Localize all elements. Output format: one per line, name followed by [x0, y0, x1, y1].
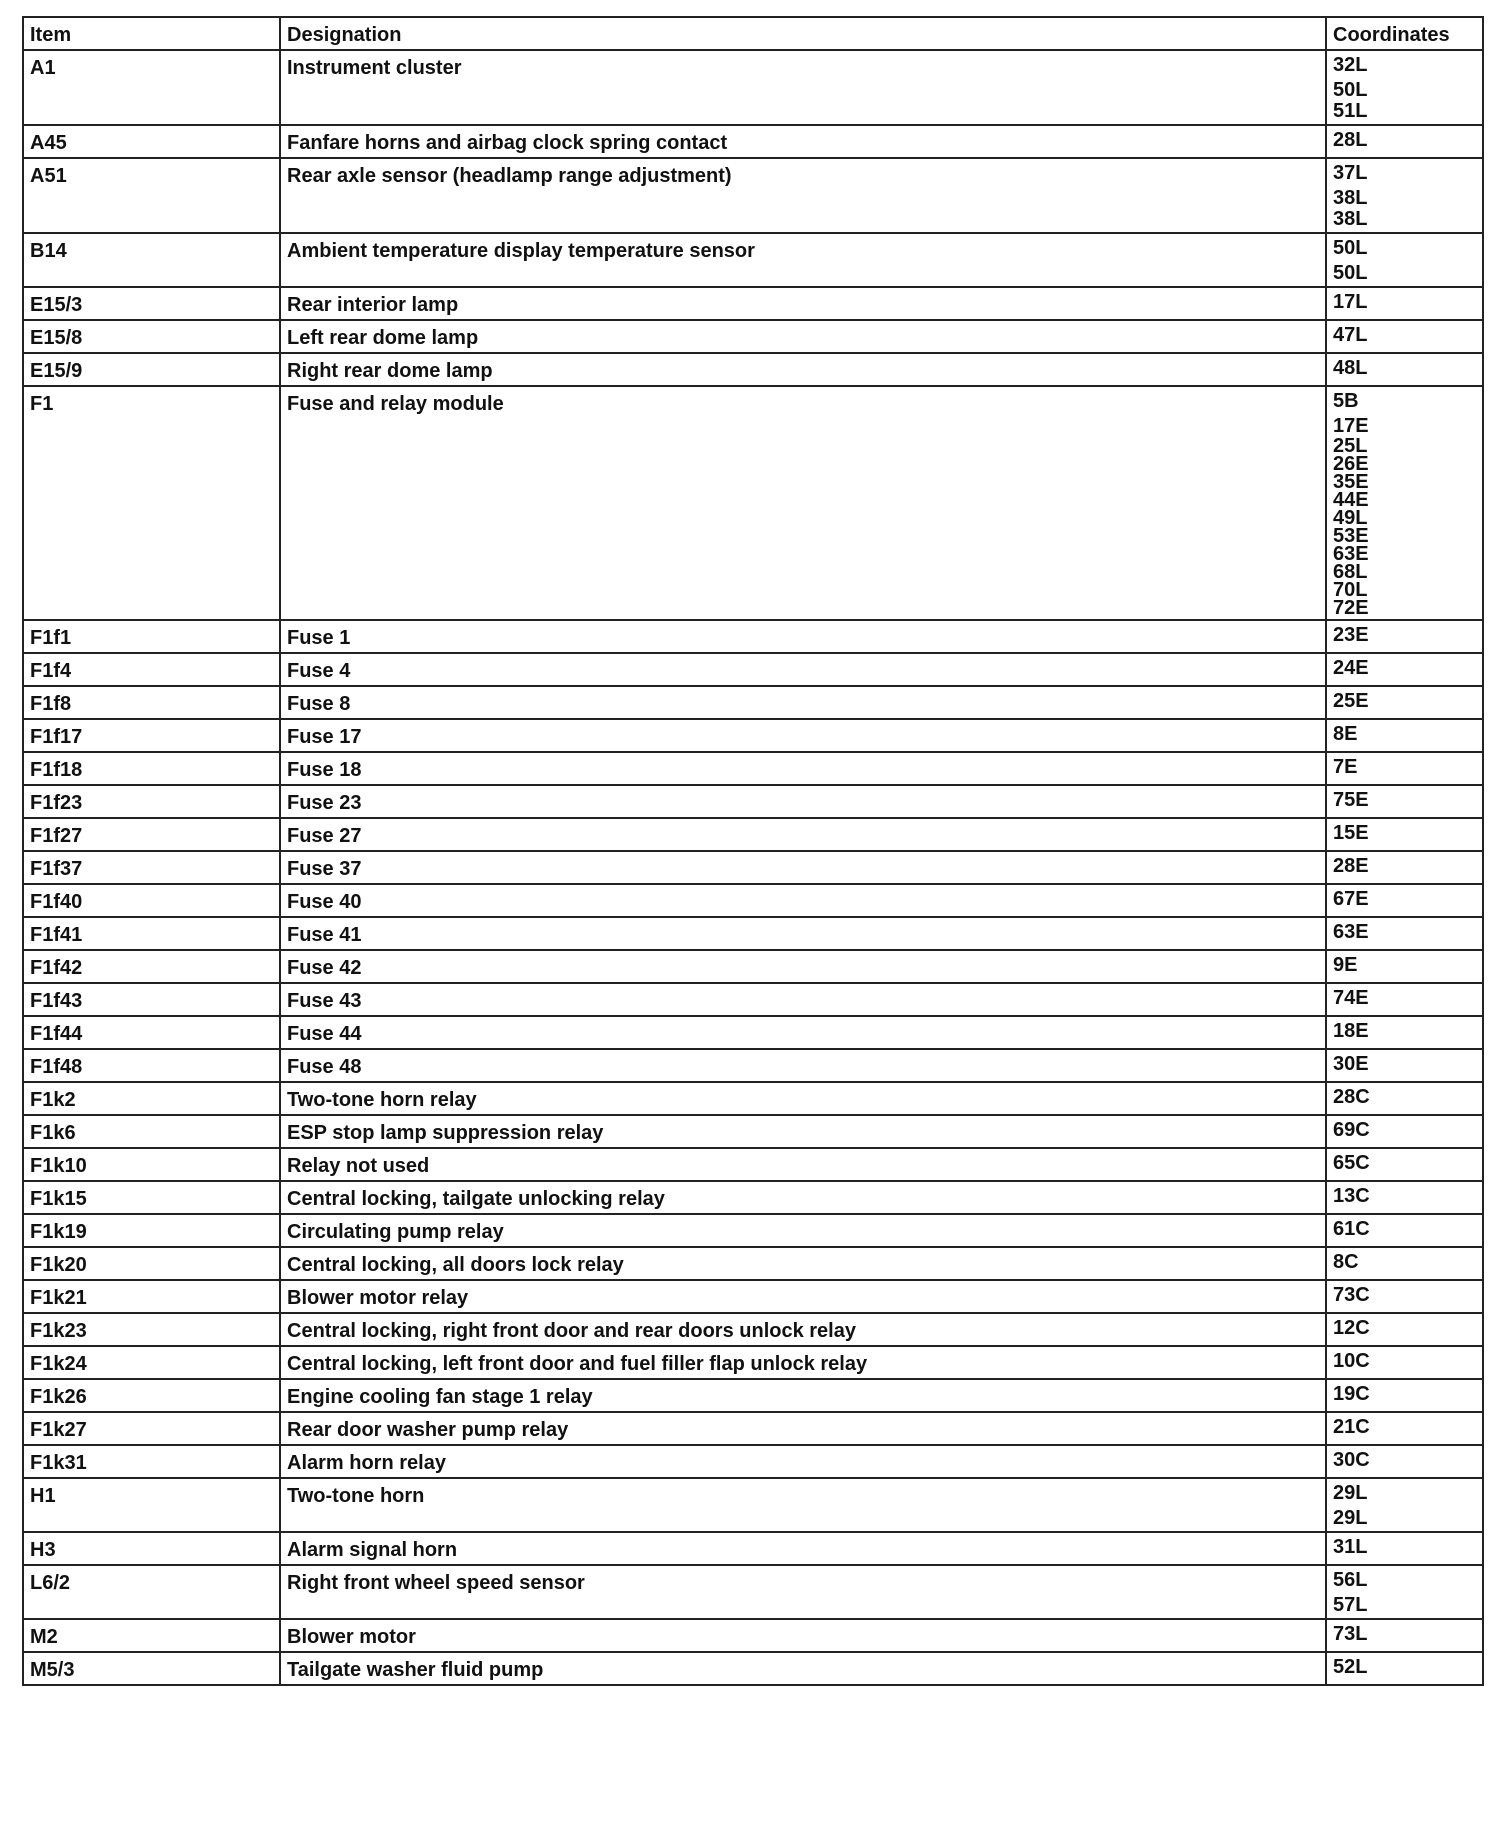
coordinate-value: 63E — [1333, 921, 1369, 943]
designation-cell: Fuse 44 — [280, 1016, 1326, 1049]
coordinates-cell — [1326, 1016, 1483, 1049]
designation-cell: Circulating pump relay — [280, 1214, 1326, 1247]
item-cell: F1f42 — [23, 950, 280, 983]
table-row — [23, 1049, 1483, 1082]
table-row — [23, 1247, 1483, 1280]
coordinate-value: 50L — [1333, 237, 1368, 259]
designation-cell: Right front wheel speed sensor — [280, 1565, 1326, 1619]
item-cell: F1k2 — [23, 1082, 280, 1115]
item-cell: F1f17 — [23, 719, 280, 752]
item-cell: E15/9 — [23, 353, 280, 386]
designation-cell: Left rear dome lamp — [280, 320, 1326, 353]
table-row — [23, 1280, 1483, 1313]
coordinate-value: 50L — [1333, 79, 1368, 101]
coordinates-cell — [1326, 1346, 1483, 1379]
table-row — [23, 818, 1483, 851]
item-cell: M5/3 — [23, 1652, 280, 1685]
coordinate-value: 48L — [1333, 357, 1368, 379]
designation-cell: Fuse and relay module — [280, 386, 1326, 620]
table-row — [23, 1619, 1483, 1652]
coordinate-value: 12C — [1333, 1317, 1370, 1339]
designation-cell: Fuse 42 — [280, 950, 1326, 983]
coordinates-cell — [1326, 686, 1483, 719]
coordinates-cell — [1326, 50, 1483, 125]
coordinate-value: 28C — [1333, 1086, 1370, 1108]
table-row — [23, 653, 1483, 686]
coordinate-value: 13C — [1333, 1185, 1370, 1207]
coordinate-value: 28L — [1333, 129, 1368, 151]
coordinate-value: 32L — [1333, 54, 1368, 76]
designation-cell: Fuse 23 — [280, 785, 1326, 818]
coordinate-value: 49L — [1333, 507, 1368, 529]
coordinate-value: 25L — [1333, 435, 1368, 457]
coordinates-cell — [1326, 1565, 1483, 1619]
coordinates-cell — [1326, 320, 1483, 353]
table-row — [23, 353, 1483, 386]
coordinate-value: 17L — [1333, 291, 1368, 313]
coordinate-value: 75E — [1333, 789, 1369, 811]
designation-cell: Central locking, left front door and fuel filler flap unlock relay — [280, 1346, 1326, 1379]
coordinate-value: 21C — [1333, 1416, 1370, 1438]
designation-cell: Fanfare horns and airbag clock spring contact — [280, 125, 1326, 158]
table-row — [23, 1652, 1483, 1685]
item-cell: A45 — [23, 125, 280, 158]
coordinates-cell — [1326, 1214, 1483, 1247]
item-cell: A1 — [23, 50, 280, 125]
item-cell: F1f4 — [23, 653, 280, 686]
item-cell: F1 — [23, 386, 280, 620]
coordinate-value: 52L — [1333, 1656, 1368, 1678]
item-cell: F1f48 — [23, 1049, 280, 1082]
coordinate-value: 23E — [1333, 624, 1369, 646]
coordinate-value: 35E — [1333, 471, 1369, 493]
table-row — [23, 233, 1483, 287]
table-row — [23, 752, 1483, 785]
designation-cell: Ambient temperature display temperature sensor — [280, 233, 1326, 287]
coordinates-cell — [1326, 917, 1483, 950]
designation-cell: Fuse 37 — [280, 851, 1326, 884]
item-cell: E15/8 — [23, 320, 280, 353]
coordinates-cell — [1326, 1049, 1483, 1082]
coordinate-value: 44E — [1333, 489, 1369, 511]
coordinate-value: 53E — [1333, 525, 1369, 547]
coordinate-value: 47L — [1333, 324, 1368, 346]
coordinates-cell — [1326, 1181, 1483, 1214]
item-cell: F1k20 — [23, 1247, 280, 1280]
table-row — [23, 1565, 1483, 1619]
table-row — [23, 686, 1483, 719]
coordinates-column-header: Coordinates — [1326, 17, 1483, 50]
item-cell: F1k21 — [23, 1280, 280, 1313]
table-row — [23, 851, 1483, 884]
designation-cell: Tailgate washer fluid pump — [280, 1652, 1326, 1685]
item-cell: E15/3 — [23, 287, 280, 320]
item-cell: F1f37 — [23, 851, 280, 884]
coordinate-value: 74E — [1333, 987, 1369, 1009]
item-cell: F1k10 — [23, 1148, 280, 1181]
coordinates-cell — [1326, 1313, 1483, 1346]
table-row — [23, 50, 1483, 125]
coordinate-value: 25E — [1333, 690, 1369, 712]
table-row — [23, 983, 1483, 1016]
item-cell: F1f1 — [23, 620, 280, 653]
coordinate-value: 61C — [1333, 1218, 1370, 1240]
coordinates-cell — [1326, 884, 1483, 917]
designation-cell: Rear axle sensor (headlamp range adjustment) — [280, 158, 1326, 233]
table-row — [23, 1379, 1483, 1412]
coordinate-value: 51L — [1333, 100, 1368, 122]
item-cell: F1k24 — [23, 1346, 280, 1379]
item-cell: H1 — [23, 1478, 280, 1532]
designation-cell: Fuse 17 — [280, 719, 1326, 752]
header-row — [23, 17, 1483, 50]
designation-cell: Alarm horn relay — [280, 1445, 1326, 1478]
designation-cell: Instrument cluster — [280, 50, 1326, 125]
item-cell: F1f44 — [23, 1016, 280, 1049]
coordinate-value: 37L — [1333, 162, 1368, 184]
coordinates-cell — [1326, 1082, 1483, 1115]
coordinates-cell — [1326, 752, 1483, 785]
item-cell: M2 — [23, 1619, 280, 1652]
coordinate-value: 8C — [1333, 1251, 1359, 1273]
designation-cell: Two-tone horn — [280, 1478, 1326, 1532]
designation-cell: Rear interior lamp — [280, 287, 1326, 320]
coordinates-cell — [1326, 1280, 1483, 1313]
table-row — [23, 1181, 1483, 1214]
designation-column-header: Designation — [280, 17, 1326, 50]
designation-cell: Central locking, tailgate unlocking relay — [280, 1181, 1326, 1214]
designation-cell: Fuse 27 — [280, 818, 1326, 851]
item-cell: F1k31 — [23, 1445, 280, 1478]
item-cell: F1f23 — [23, 785, 280, 818]
coordinates-cell — [1326, 1379, 1483, 1412]
table-row — [23, 1115, 1483, 1148]
coordinates-cell — [1326, 1532, 1483, 1565]
coordinates-cell — [1326, 158, 1483, 233]
designation-cell: Alarm signal horn — [280, 1532, 1326, 1565]
coordinate-value: 10C — [1333, 1350, 1370, 1372]
coordinate-value: 56L — [1333, 1569, 1368, 1591]
table-row — [23, 1412, 1483, 1445]
coordinates-cell — [1326, 1619, 1483, 1652]
coordinate-value: 31L — [1333, 1536, 1368, 1558]
designation-cell: Fuse 41 — [280, 917, 1326, 950]
coordinate-value: 68L — [1333, 561, 1368, 583]
coordinates-cell — [1326, 386, 1483, 620]
coordinate-value: 38L — [1333, 187, 1368, 209]
coordinate-value: 24E — [1333, 657, 1369, 679]
designation-cell: ESP stop lamp suppression relay — [280, 1115, 1326, 1148]
item-cell: F1f8 — [23, 686, 280, 719]
designation-cell: Fuse 43 — [280, 983, 1326, 1016]
item-cell: F1f41 — [23, 917, 280, 950]
coordinate-value: 72E — [1333, 597, 1369, 619]
coordinate-value: 65C — [1333, 1152, 1370, 1174]
coordinate-value: 73C — [1333, 1284, 1370, 1306]
coordinate-value: 63E — [1333, 543, 1369, 565]
coordinate-value: 50L — [1333, 262, 1368, 284]
coordinate-value: 15E — [1333, 822, 1369, 844]
designation-cell: Fuse 8 — [280, 686, 1326, 719]
table-row — [23, 917, 1483, 950]
coordinates-cell — [1326, 653, 1483, 686]
coordinates-cell — [1326, 1478, 1483, 1532]
coordinate-value: 30C — [1333, 1449, 1370, 1471]
coordinates-cell — [1326, 950, 1483, 983]
coordinates-cell — [1326, 851, 1483, 884]
coordinate-value: 30E — [1333, 1053, 1369, 1075]
coordinates-cell — [1326, 1445, 1483, 1478]
coordinates-cell — [1326, 785, 1483, 818]
item-column-header: Item — [23, 17, 280, 50]
table-row — [23, 287, 1483, 320]
coordinate-value: 69C — [1333, 1119, 1370, 1141]
item-cell: F1f43 — [23, 983, 280, 1016]
designation-cell: Central locking, all doors lock relay — [280, 1247, 1326, 1280]
coordinates-cell — [1326, 287, 1483, 320]
designation-cell: Fuse 1 — [280, 620, 1326, 653]
coordinate-value: 38L — [1333, 208, 1368, 230]
table-row — [23, 1478, 1483, 1532]
table-row — [23, 620, 1483, 653]
item-cell: F1k27 — [23, 1412, 280, 1445]
item-cell: F1k19 — [23, 1214, 280, 1247]
table-row — [23, 785, 1483, 818]
coordinates-cell — [1326, 1115, 1483, 1148]
item-cell: F1k15 — [23, 1181, 280, 1214]
coordinate-value: 7E — [1333, 756, 1358, 778]
coordinate-value: 26E — [1333, 453, 1369, 475]
coordinate-value: 57L — [1333, 1594, 1368, 1616]
designation-cell: Fuse 48 — [280, 1049, 1326, 1082]
designation-cell: Blower motor relay — [280, 1280, 1326, 1313]
coordinates-cell — [1326, 1148, 1483, 1181]
designation-cell: Fuse 18 — [280, 752, 1326, 785]
designation-cell: Two-tone horn relay — [280, 1082, 1326, 1115]
table-row — [23, 719, 1483, 752]
coordinate-value: 18E — [1333, 1020, 1369, 1042]
designation-cell: Central locking, right front door and rear doors unlock relay — [280, 1313, 1326, 1346]
item-cell: F1k23 — [23, 1313, 280, 1346]
coordinate-value: 70L — [1333, 579, 1368, 601]
item-cell: F1k26 — [23, 1379, 280, 1412]
designation-cell: Right rear dome lamp — [280, 353, 1326, 386]
designation-cell: Relay not used — [280, 1148, 1326, 1181]
coordinates-cell — [1326, 353, 1483, 386]
coordinate-value: 28E — [1333, 855, 1369, 877]
coordinates-cell — [1326, 1652, 1483, 1685]
table-row — [23, 1016, 1483, 1049]
table-body — [23, 50, 1483, 1685]
table-row — [23, 1148, 1483, 1181]
item-cell: F1f40 — [23, 884, 280, 917]
coordinates-cell — [1326, 719, 1483, 752]
item-cell: L6/2 — [23, 1565, 280, 1619]
coordinates-cell — [1326, 1247, 1483, 1280]
table-row — [23, 884, 1483, 917]
designation-cell: Blower motor — [280, 1619, 1326, 1652]
item-cell: H3 — [23, 1532, 280, 1565]
table-row — [23, 320, 1483, 353]
component-location-table — [22, 16, 1484, 1686]
table-row — [23, 950, 1483, 983]
coordinate-value: 67E — [1333, 888, 1369, 910]
designation-cell: Fuse 4 — [280, 653, 1326, 686]
table-row — [23, 1214, 1483, 1247]
designation-cell: Fuse 40 — [280, 884, 1326, 917]
item-cell: F1f27 — [23, 818, 280, 851]
coordinate-value: 8E — [1333, 723, 1358, 745]
table-row — [23, 158, 1483, 233]
coordinates-cell — [1326, 983, 1483, 1016]
coordinate-value: 5B — [1333, 390, 1359, 412]
table-row — [23, 1346, 1483, 1379]
designation-cell: Engine cooling fan stage 1 relay — [280, 1379, 1326, 1412]
table-row — [23, 1082, 1483, 1115]
coordinate-value: 29L — [1333, 1507, 1368, 1529]
coordinates-cell — [1326, 818, 1483, 851]
table-row — [23, 1313, 1483, 1346]
coordinate-value: 29L — [1333, 1482, 1368, 1504]
item-cell: F1f18 — [23, 752, 280, 785]
table-row — [23, 125, 1483, 158]
item-cell: A51 — [23, 158, 280, 233]
table-row — [23, 386, 1483, 620]
coordinate-value: 17E — [1333, 415, 1369, 437]
item-cell: B14 — [23, 233, 280, 287]
designation-cell: Rear door washer pump relay — [280, 1412, 1326, 1445]
coordinates-cell — [1326, 620, 1483, 653]
coordinate-value: 19C — [1333, 1383, 1370, 1405]
coordinate-value: 9E — [1333, 954, 1358, 976]
item-cell: F1k6 — [23, 1115, 280, 1148]
coordinates-cell — [1326, 233, 1483, 287]
table-row — [23, 1445, 1483, 1478]
component-location-table-document — [22, 16, 1482, 1686]
coordinates-cell — [1326, 1412, 1483, 1445]
coordinate-value: 73L — [1333, 1623, 1368, 1645]
table-row — [23, 1532, 1483, 1565]
coordinates-cell — [1326, 125, 1483, 158]
